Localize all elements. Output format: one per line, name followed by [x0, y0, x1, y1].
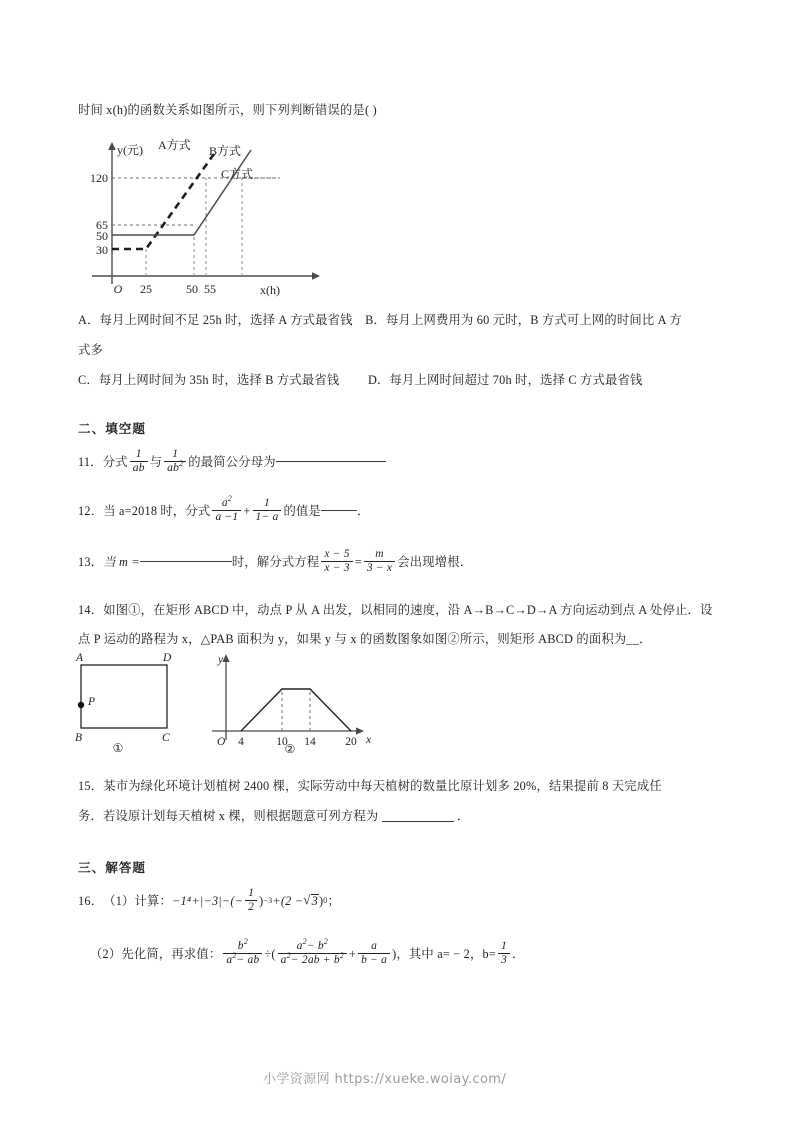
q12-answer-blank[interactable] [321, 510, 357, 511]
q16-close-paren-1: ) [259, 893, 264, 908]
q16-p2-f2-num-base: a [296, 940, 303, 952]
q16-p2-f2-num-tail: − b [306, 940, 324, 952]
q16-p2-f1-num-base: b [237, 940, 244, 952]
legend-a: A方式 [158, 138, 191, 152]
q16-half-den: 2 [245, 900, 257, 914]
q10-option-c-d [78, 370, 726, 390]
x-axis-arrow [356, 727, 364, 734]
legend-b: B方式 [209, 144, 242, 158]
q15-line-2 [78, 806, 469, 826]
q12-fraction-1 [212, 494, 241, 524]
q13-answer-blank[interactable] [140, 561, 232, 562]
ytick-30: 30 [96, 243, 108, 257]
sqrt-body: 3 [311, 893, 318, 908]
radical-sign: √ [303, 891, 311, 907]
q16-part-1 [78, 887, 340, 914]
vertex-label-a: A [76, 652, 84, 664]
q16-p2-f2-den-tail: − 2ab + b [290, 954, 340, 966]
q16-p2-plus: + [348, 946, 357, 961]
xtick-10: 10 [276, 736, 288, 748]
q16-p2-f1-den [223, 953, 262, 967]
q13-equals: = [354, 554, 362, 569]
q16-p2-f4-den: 3 [498, 953, 510, 967]
q11-f2-num: 1 [172, 448, 179, 460]
q16-p2-fraction-2 [278, 937, 347, 967]
q13-row [78, 548, 472, 575]
q16-p2-where: ，其中 a= − 2，b= [396, 946, 497, 961]
q10-figure [76, 136, 346, 306]
q16-part2-row [90, 937, 525, 967]
q16-p2-f1-den-exp: 2 [232, 951, 237, 961]
q16-fraction-half [245, 887, 257, 914]
q14-line-1: 14．如图①，在矩形 ABCD 中，动点 P 从 A 出发，以相同的速度，沿 A→B→C→D→A 方向运动到点 A 处停止．设 [78, 603, 713, 617]
y-axis-arrow [108, 142, 116, 150]
q16-p2-f2-num [294, 937, 331, 953]
ytick-120: 120 [90, 171, 108, 185]
q14-figure-1 [66, 648, 191, 753]
q16-p2-f1-den-tail: − ab [236, 954, 260, 966]
figure-2-caption: ② [284, 742, 296, 753]
x-axis-label: x [366, 734, 372, 746]
footer-watermark: 小学资源网 https://xueke.woiay.com/ [263, 1072, 507, 1087]
q12-period: ． [356, 503, 370, 518]
q11 [78, 448, 386, 475]
q13 [78, 548, 472, 575]
q11-f2-den [164, 461, 186, 475]
q10-option-a: A．每月上网时间不足 25h 时，选择 A 方式最省钱 [78, 313, 353, 327]
area-vs-path-chart [200, 648, 385, 753]
q11-lead: 分式 [102, 454, 128, 469]
xtick-20: 20 [345, 736, 357, 748]
q11-f1-num: 1 [135, 448, 142, 460]
xtick-14: 14 [304, 736, 316, 748]
q13-fraction-2 [364, 548, 395, 575]
vertex-label-d: D [163, 652, 172, 664]
ytick-65: 65 [96, 218, 108, 232]
q16-p2-fraction-1 [223, 937, 262, 967]
q15-line-2-text: 务．若设原计划每天植树 x 棵，则根据题意可列方程为 [78, 809, 379, 823]
q12-lead: 当 a=2018 时，分式 [103, 503, 211, 518]
xtick-55: 55 [204, 282, 216, 296]
q16-p2-f3-den: b − a [358, 953, 390, 967]
q13-number: 13． [78, 554, 104, 569]
q16-half-num: 1 [248, 887, 255, 899]
vertex-label-b: B [75, 732, 83, 744]
section-3-heading: 三、解答题 [78, 861, 146, 875]
q13-f1-num: x − 5 [324, 548, 350, 560]
q16-part1-expr: −1⁴+|−3|−(− [172, 893, 244, 908]
q10-option-c: C．每月上网时间为 35h 时，选择 B 方式最省钱 [78, 373, 340, 387]
origin-label: O [217, 736, 226, 748]
q16-p2-f2-den-base: a [280, 954, 287, 966]
pricing-plan-chart [76, 136, 346, 306]
q16-p2-f2-den [278, 953, 347, 967]
q13-lead: 当 m = [103, 554, 140, 569]
q11-conjunction: 与 [149, 454, 163, 469]
q16-p2-f1-num-exp: 2 [243, 937, 248, 947]
q13-mid: 时，解分式方程 [231, 554, 320, 569]
q10-option-b: B．每月上网费用为 60 元时，B 方式可上网的时间比 A 方 [365, 313, 682, 327]
q12-f1-den: a −1 [212, 510, 241, 524]
q16-p2-f2-den-exp: 2 [286, 951, 291, 961]
q12-f1-num-base: a [221, 497, 228, 509]
q14-line-2: 点 P 运动的路程为 x，△PAB 面积为 y，如果 y 与 x 的函数图象如图②所示，则矩形 ABCD 的面积为__． [78, 632, 652, 646]
q16-p2-f4-num: 1 [501, 940, 507, 952]
q16-p2-f2-den-tail-exp: 2 [339, 951, 344, 961]
q16-p2-period: ． [511, 946, 525, 961]
q13-tail: 会出现增根． [397, 554, 473, 569]
q12 [78, 494, 370, 524]
q11-answer-blank[interactable] [276, 461, 386, 462]
q14-figure-2 [200, 648, 385, 753]
sqrt-icon [303, 891, 319, 908]
q16-semicolon: ； [327, 893, 340, 908]
q16-number: 16． [78, 893, 104, 908]
vertex-label-c: C [162, 732, 170, 744]
q11-f2-den-exp: 2 [179, 459, 184, 469]
q13-f2-den: 3 − x [364, 561, 395, 575]
q15-line-1: 15．某市为绿化环境计划植树 2400 棵，实际劳动中每天植树的数量比原计划多 20%，结果提前 8 天完成任 [78, 779, 662, 793]
q10-option-a-b [78, 310, 726, 330]
ytick-50: 50 [96, 229, 108, 243]
y-axis-arrow [222, 654, 229, 662]
q16-p2-f2-num-tail-exp: 2 [323, 937, 328, 947]
q10-option-d: D．每月上网时间超过 70h 时，选择 C 方式最省钱 [367, 373, 643, 387]
q13-f1-den: x − 3 [321, 561, 352, 575]
q16-p2-fraction-3 [358, 940, 390, 967]
q11-row [78, 448, 386, 475]
origin-label: O [113, 282, 123, 296]
y-axis-label: y(元) [117, 143, 143, 157]
xtick-4: 4 [238, 736, 244, 748]
q13-f2-num: m [375, 548, 384, 560]
q16-part1-tail-open: +(2 − [272, 893, 304, 908]
trapezoid-line [241, 689, 351, 731]
q16-p2-f2-num-exp: 2 [302, 937, 307, 947]
q12-plus: + [243, 503, 251, 518]
point-label-p: P [88, 696, 96, 708]
q16-part-2 [90, 937, 525, 967]
rectangle-abcd [66, 648, 191, 753]
section-2-heading: 二、填空题 [78, 422, 146, 436]
q16-p2-fraction-4 [498, 940, 510, 967]
q12-f2-num: 1 [264, 497, 270, 509]
q16-part1-lead: （1）计算： [103, 893, 173, 908]
q11-fraction-1 [130, 448, 148, 475]
xtick-25: 25 [140, 282, 152, 296]
x-axis-arrow [312, 272, 320, 280]
q12-row [78, 494, 370, 524]
q12-f1-num [219, 494, 235, 510]
q15-answer-blank[interactable] [382, 821, 454, 822]
q16-part2-lead: （2）先化简，再求值： [90, 946, 222, 961]
q16-p2-close: ) [392, 946, 397, 961]
y-axis-label: y [218, 654, 224, 666]
xtick-50: 50 [186, 282, 198, 296]
q12-f2-den: 1− a [253, 510, 282, 524]
q10-stem: 时间 x(h)的函数关系如图所示，则下列判断错误的是( ) [78, 103, 377, 117]
q16-divide-open: ÷( [264, 946, 276, 961]
q12-tail: 的值是 [283, 503, 321, 518]
q16-p2-f1-num [235, 937, 251, 953]
x-axis-label: x(h) [260, 283, 280, 297]
q11-number: 11． [78, 454, 103, 469]
point-p-dot [78, 702, 84, 708]
q11-tail: 的最简公分母为 [188, 454, 276, 469]
q15-period: ． [456, 809, 470, 823]
q13-fraction-1 [321, 548, 352, 575]
legend-c: C方式 [221, 167, 254, 181]
q11-f1-den: ab [130, 461, 148, 475]
q16-part1-row: 16． （1）计算： −1⁴+|−3|−(− $\frac{1}{2}$ ) −3 +(2 − √ 3 ) 0 ； [78, 887, 340, 913]
q10-option-b-cont: 式多 [78, 343, 103, 357]
figure-1-caption: ① [112, 741, 124, 753]
q12-number: 12． [78, 503, 104, 518]
q16-close-paren-2: ) [318, 893, 324, 908]
q11-f2-den-base: ab [167, 462, 180, 474]
q11-fraction-2 [164, 448, 186, 475]
q12-f1-num-exp: 2 [227, 494, 232, 504]
series-b-line [112, 150, 254, 235]
q16-p2-f3-num: a [371, 940, 378, 952]
q12-fraction-2 [253, 497, 282, 524]
q16-p2-f1-den-base: a [226, 954, 233, 966]
